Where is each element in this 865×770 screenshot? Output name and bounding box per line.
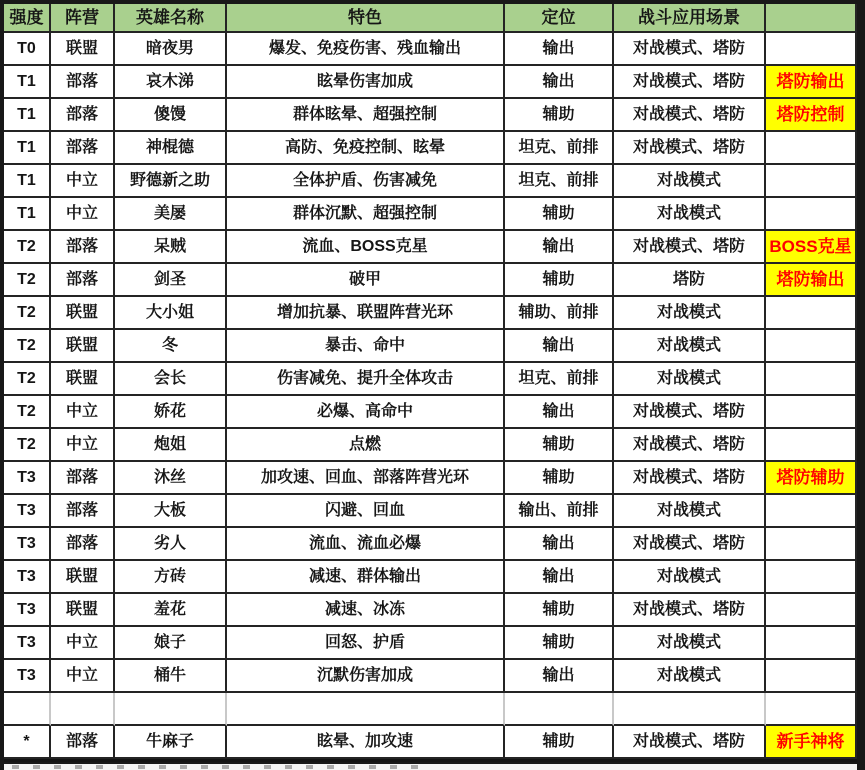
faction-cell: 部落 [51, 231, 115, 264]
tier-cell: T3 [4, 462, 51, 495]
table-row [4, 165, 857, 198]
hero-name-cell: 炮姐 [115, 429, 227, 462]
role-cell: 输出 [505, 660, 614, 693]
traits-cell: 加攻速、回血、部落阵营光环 [227, 462, 505, 495]
tier-cell: T3 [4, 594, 51, 627]
faction-cell: 部落 [51, 495, 115, 528]
traits-cell: 减速、冰冻 [227, 594, 505, 627]
note-cell: 塔防输出 [766, 66, 857, 99]
hero-name-cell: 劣人 [115, 528, 227, 561]
faction-cell: 中立 [51, 198, 115, 231]
traits-cell: 回怒、护盾 [227, 627, 505, 660]
faction-cell: 联盟 [51, 363, 115, 396]
tier-cell: T3 [4, 561, 51, 594]
role-cell: 坦克、前排 [505, 363, 614, 396]
role-cell: 输出 [505, 528, 614, 561]
scenes-cell: 对战模式 [614, 330, 766, 363]
scenes-cell: 对战模式、塔防 [614, 231, 766, 264]
note-cell: 塔防控制 [766, 99, 857, 132]
table-row [4, 726, 857, 759]
table-row [4, 495, 857, 528]
table-row [4, 429, 857, 462]
faction-cell [51, 693, 115, 726]
tier-cell: T3 [4, 660, 51, 693]
tier-cell: T3 [4, 627, 51, 660]
scenes-cell: 对战模式、塔防 [614, 429, 766, 462]
scenes-cell: 对战模式、塔防 [614, 66, 766, 99]
note-cell [766, 165, 857, 198]
faction-cell: 联盟 [51, 33, 115, 66]
scenes-cell: 对战模式 [614, 495, 766, 528]
role-cell: 输出 [505, 561, 614, 594]
traits-cell: 必爆、高命中 [227, 396, 505, 429]
traits-cell: 沉默伤害加成 [227, 660, 505, 693]
role-cell: 输出 [505, 33, 614, 66]
role-cell: 输出 [505, 66, 614, 99]
role-cell: 辅助 [505, 462, 614, 495]
hero-name-cell: 方砖 [115, 561, 227, 594]
role-cell: 辅助 [505, 594, 614, 627]
note-cell: BOSS克星 [766, 231, 857, 264]
faction-cell: 中立 [51, 627, 115, 660]
hero-name-cell: 冬 [115, 330, 227, 363]
faction-cell: 部落 [51, 528, 115, 561]
note-cell [766, 495, 857, 528]
note-cell [766, 561, 857, 594]
scenes-cell: 对战模式 [614, 363, 766, 396]
table-row [4, 363, 857, 396]
header-scenes: 战斗应用场景 [614, 4, 766, 33]
table-row [4, 396, 857, 429]
faction-cell: 联盟 [51, 594, 115, 627]
scenes-cell: 对战模式、塔防 [614, 528, 766, 561]
header-hero-name: 英雄名称 [115, 4, 227, 33]
tier-cell: T2 [4, 297, 51, 330]
role-cell: 辅助 [505, 264, 614, 297]
table-row [4, 198, 857, 231]
tier-cell: T3 [4, 495, 51, 528]
table-body [4, 33, 857, 759]
role-cell: 辅助 [505, 627, 614, 660]
note-cell [766, 132, 857, 165]
hero-name-cell: 大小姐 [115, 297, 227, 330]
tier-cell: T3 [4, 528, 51, 561]
table-row [4, 132, 857, 165]
hero-name-cell: 暗夜男 [115, 33, 227, 66]
table-row [4, 231, 857, 264]
tier-cell: T1 [4, 198, 51, 231]
faction-cell: 中立 [51, 165, 115, 198]
traits-cell: 群体沉默、超强控制 [227, 198, 505, 231]
header-role: 定位 [505, 4, 614, 33]
hero-name-cell [115, 693, 227, 726]
tier-cell: T2 [4, 264, 51, 297]
tier-cell: * [4, 726, 51, 759]
note-cell: 塔防辅助 [766, 462, 857, 495]
note-cell [766, 429, 857, 462]
faction-cell: 部落 [51, 462, 115, 495]
traits-cell: 闪避、回血 [227, 495, 505, 528]
hero-name-cell: 牛麻子 [115, 726, 227, 759]
role-cell: 辅助 [505, 429, 614, 462]
table-row [4, 33, 857, 66]
hero-name-cell: 沐丝 [115, 462, 227, 495]
faction-cell: 联盟 [51, 297, 115, 330]
tier-cell: T2 [4, 429, 51, 462]
note-cell: 新手神将 [766, 726, 857, 759]
scenes-cell: 对战模式、塔防 [614, 396, 766, 429]
faction-cell: 联盟 [51, 330, 115, 363]
hero-tier-table [4, 4, 857, 762]
role-cell: 坦克、前排 [505, 132, 614, 165]
scenes-cell: 对战模式、塔防 [614, 132, 766, 165]
traits-cell: 减速、群体输出 [227, 561, 505, 594]
hero-name-cell: 大板 [115, 495, 227, 528]
faction-cell: 中立 [51, 396, 115, 429]
scenes-cell [614, 693, 766, 726]
traits-cell: 破甲 [227, 264, 505, 297]
faction-cell: 部落 [51, 726, 115, 759]
tier-cell: T1 [4, 165, 51, 198]
traits-cell: 流血、BOSS克星 [227, 231, 505, 264]
traits-cell: 增加抗暴、联盟阵营光环 [227, 297, 505, 330]
faction-cell: 中立 [51, 429, 115, 462]
role-cell: 辅助 [505, 198, 614, 231]
tier-cell: T2 [4, 330, 51, 363]
hero-name-cell: 呆贼 [115, 231, 227, 264]
note-cell [766, 660, 857, 693]
traits-cell: 点燃 [227, 429, 505, 462]
hero-name-cell: 娇花 [115, 396, 227, 429]
scenes-cell: 对战模式、塔防 [614, 99, 766, 132]
tier-cell: T1 [4, 99, 51, 132]
hero-name-cell: 桶牛 [115, 660, 227, 693]
scenes-cell: 对战模式 [614, 198, 766, 231]
table-header-row [4, 4, 857, 33]
hero-name-cell: 神棍德 [115, 132, 227, 165]
tier-cell: T2 [4, 363, 51, 396]
scenes-cell: 塔防 [614, 264, 766, 297]
traits-cell: 爆发、免疫伤害、残血输出 [227, 33, 505, 66]
scenes-cell: 对战模式 [614, 627, 766, 660]
scenes-cell: 对战模式、塔防 [614, 33, 766, 66]
note-cell [766, 528, 857, 561]
scenes-cell: 对战模式 [614, 165, 766, 198]
table-row [4, 264, 857, 297]
header-tier: 强度 [4, 4, 51, 33]
hero-name-cell: 羞花 [115, 594, 227, 627]
note-cell: 塔防输出 [766, 264, 857, 297]
role-cell: 坦克、前排 [505, 165, 614, 198]
tier-cell: T2 [4, 231, 51, 264]
table-row [4, 693, 857, 726]
note-cell [766, 594, 857, 627]
partial-text-marks [12, 765, 432, 769]
hero-name-cell: 娘子 [115, 627, 227, 660]
role-cell: 辅助、前排 [505, 297, 614, 330]
traits-cell: 眩晕伤害加成 [227, 66, 505, 99]
hero-name-cell: 剑圣 [115, 264, 227, 297]
scenes-cell: 对战模式、塔防 [614, 462, 766, 495]
table-row [4, 297, 857, 330]
role-cell: 输出 [505, 330, 614, 363]
hero-name-cell: 哀木涕 [115, 66, 227, 99]
tier-cell: T0 [4, 33, 51, 66]
traits-cell: 群体眩晕、超强控制 [227, 99, 505, 132]
faction-cell: 部落 [51, 264, 115, 297]
note-cell [766, 627, 857, 660]
tier-cell: T1 [4, 66, 51, 99]
role-cell: 输出 [505, 396, 614, 429]
hero-name-cell: 傻馒 [115, 99, 227, 132]
tier-cell: T2 [4, 396, 51, 429]
traits-cell: 伤害减免、提升全体攻击 [227, 363, 505, 396]
table-row [4, 660, 857, 693]
role-cell: 辅助 [505, 726, 614, 759]
note-cell [766, 198, 857, 231]
faction-cell: 联盟 [51, 561, 115, 594]
scenes-cell: 对战模式 [614, 660, 766, 693]
faction-cell: 部落 [51, 66, 115, 99]
scenes-cell: 对战模式 [614, 297, 766, 330]
note-cell [766, 693, 857, 726]
table-row [4, 66, 857, 99]
table-row [4, 561, 857, 594]
faction-cell: 部落 [51, 99, 115, 132]
note-cell [766, 297, 857, 330]
note-cell [766, 33, 857, 66]
scenes-cell: 对战模式、塔防 [614, 594, 766, 627]
table-row [4, 330, 857, 363]
header-note [766, 4, 857, 33]
note-cell [766, 330, 857, 363]
scenes-cell: 对战模式 [614, 561, 766, 594]
hero-name-cell: 美屡 [115, 198, 227, 231]
table-row [4, 627, 857, 660]
note-cell [766, 363, 857, 396]
table-row [4, 462, 857, 495]
role-cell: 输出、前排 [505, 495, 614, 528]
hero-name-cell: 野德新之助 [115, 165, 227, 198]
tier-cell: T1 [4, 132, 51, 165]
scenes-cell: 对战模式、塔防 [614, 726, 766, 759]
role-cell: 辅助 [505, 99, 614, 132]
hero-name-cell: 会长 [115, 363, 227, 396]
header-faction: 阵营 [51, 4, 115, 33]
tier-cell [4, 693, 51, 726]
traits-cell: 流血、流血必爆 [227, 528, 505, 561]
traits-cell [227, 693, 505, 726]
role-cell [505, 693, 614, 726]
header-traits: 特色 [227, 4, 505, 33]
cropped-next-row-strip [4, 764, 857, 770]
traits-cell: 眩晕、加攻速 [227, 726, 505, 759]
table-row [4, 99, 857, 132]
traits-cell: 暴击、命中 [227, 330, 505, 363]
table-row [4, 528, 857, 561]
table-row [4, 594, 857, 627]
note-cell [766, 396, 857, 429]
role-cell: 输出 [505, 231, 614, 264]
faction-cell: 部落 [51, 132, 115, 165]
traits-cell: 高防、免疫控制、眩晕 [227, 132, 505, 165]
faction-cell: 中立 [51, 660, 115, 693]
traits-cell: 全体护盾、伤害减免 [227, 165, 505, 198]
